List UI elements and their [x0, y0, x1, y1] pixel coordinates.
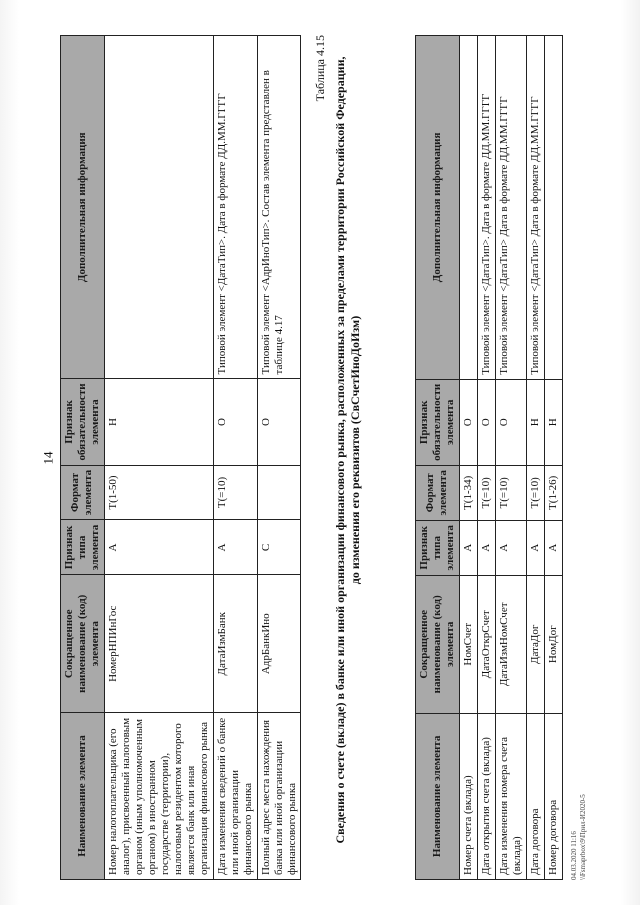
header-cell: Признак типа элемента [416, 520, 460, 575]
footer-path: \\Fsmaprbox\9\Прил-И2020-5 [578, 794, 587, 880]
element-required-cell: О [459, 379, 477, 465]
table-row [257, 36, 301, 880]
table-row [495, 36, 526, 880]
header-cell: Сокращенное наименование (код) элемента [416, 575, 460, 713]
element-name-cell: Дата договора [526, 713, 544, 879]
header-cell: Наименование элемента [61, 713, 105, 880]
element-info-cell [459, 36, 477, 380]
table-row [526, 36, 544, 880]
element-format-cell: Т(1-34) [459, 465, 477, 520]
file-footer [570, 794, 588, 880]
element-format-cell: Т(=10) [495, 465, 526, 520]
header-cell: Дополнительная информация [416, 36, 460, 380]
element-name-cell: Номер договора [544, 713, 562, 879]
table-header-row [416, 36, 460, 880]
element-info-cell: Типовой элемент <ДатаТип> Дата в формате ДД.ММ.ГГГГ [495, 36, 526, 380]
element-info-cell: Типовой элемент <ДатаТип> Дата в формате ДД.ММ.ГГГГ [526, 36, 544, 380]
element-required-cell: О [213, 379, 257, 465]
header-cell: Формат элемента [61, 465, 105, 520]
element-info-cell [544, 36, 562, 380]
element-type-cell: А [477, 520, 495, 575]
element-code-cell: НомДог [544, 575, 562, 713]
element-type-cell: А [544, 520, 562, 575]
elements-table-continued [60, 35, 301, 880]
page-number: 14 [40, 451, 56, 465]
element-required-cell: О [477, 379, 495, 465]
element-info-cell: Типовой элемент <ДатаТип>. Дата в формате ДД.ММ.ГГГГ [213, 36, 257, 379]
element-required-cell: Н [104, 379, 213, 465]
element-code-cell: НомСчет [459, 575, 477, 713]
table-row [213, 36, 257, 880]
element-name-cell: Номер счета (вклада) [459, 713, 477, 879]
header-cell: Признак обязательности элемента [61, 379, 105, 465]
element-required-cell: О [257, 379, 301, 465]
header-cell: Наименование элемента [416, 713, 460, 879]
element-required-cell: Н [544, 379, 562, 465]
table-caption: Сведения о счете (вкладе) в банке или иной организации финансового рынка, расположенных за пределами территории Российской Федерации, до изменения его реквизитов (СвСчетИноДоИзм) [333, 56, 362, 844]
element-info-cell [104, 36, 213, 379]
element-name-cell: Дата изменения сведений о банке или иной организации финансового рынка [213, 713, 257, 880]
element-format-cell: Т(=10) [213, 465, 257, 520]
element-type-cell: А [104, 520, 213, 575]
element-type-cell: А [495, 520, 526, 575]
element-code-cell: НомерНПИнГос [104, 575, 213, 713]
account-before-change-table [415, 35, 563, 880]
element-required-cell: О [495, 379, 526, 465]
header-cell: Сокращенное наименование (код) элемента [61, 575, 105, 713]
element-type-cell: А [526, 520, 544, 575]
element-code-cell: ДатаИзмНомСчет [495, 575, 526, 713]
element-type-cell: А [213, 520, 257, 575]
element-required-cell: Н [526, 379, 544, 465]
element-format-cell: Т(1-26) [544, 465, 562, 520]
rotated-page-content [15, 20, 625, 890]
element-name-cell: Дата открытия счета (вклада) [477, 713, 495, 879]
table-header-row [61, 36, 105, 880]
header-cell: Признак обязательности элемента [416, 379, 460, 465]
table-row [104, 36, 213, 880]
table-number-label: Таблица 4.15 [313, 35, 327, 102]
element-info-cell: Типовой элемент <ДатаТип>. Дата в формате ДД.ММ.ГГГГ [477, 36, 495, 380]
element-name-cell: Дата изменения номера счета (вклада) [495, 713, 526, 879]
element-code-cell: ДатаОткрСчет [477, 575, 495, 713]
element-type-cell: А [459, 520, 477, 575]
table-row [459, 36, 477, 880]
header-cell: Дополнительная информация [61, 36, 105, 379]
element-format-cell: Т(=10) [526, 465, 544, 520]
header-cell: Признак типа элемента [61, 520, 105, 575]
element-name-cell: Номер налогоплательщика (его аналог), присвоенный налоговым органом (иным уполномоченным органом) в иностранном государстве (территории), налоговым резидентом которого является банк или иная организация финансового рынка [104, 713, 213, 880]
element-format-cell: Т(=10) [477, 465, 495, 520]
element-format-cell: Т(1-50) [104, 465, 213, 520]
element-code-cell: ДатаДог [526, 575, 544, 713]
table-row [477, 36, 495, 880]
table-row [544, 36, 562, 880]
element-code-cell: ДатаИзмБанк [213, 575, 257, 713]
element-type-cell: С [257, 520, 301, 575]
header-cell: Формат элемента [416, 465, 460, 520]
element-info-cell: Типовой элемент <АдрИноТип>. Состав элемента представлен в таблице 4.17 [257, 36, 301, 379]
element-name-cell: Полный адрес места нахождения банка или иной организации финансового рынка [257, 713, 301, 880]
footer-date: 04.03.2020 11:16 [570, 831, 578, 880]
element-code-cell: АдрБанкИно [257, 575, 301, 713]
element-format-cell [257, 465, 301, 520]
